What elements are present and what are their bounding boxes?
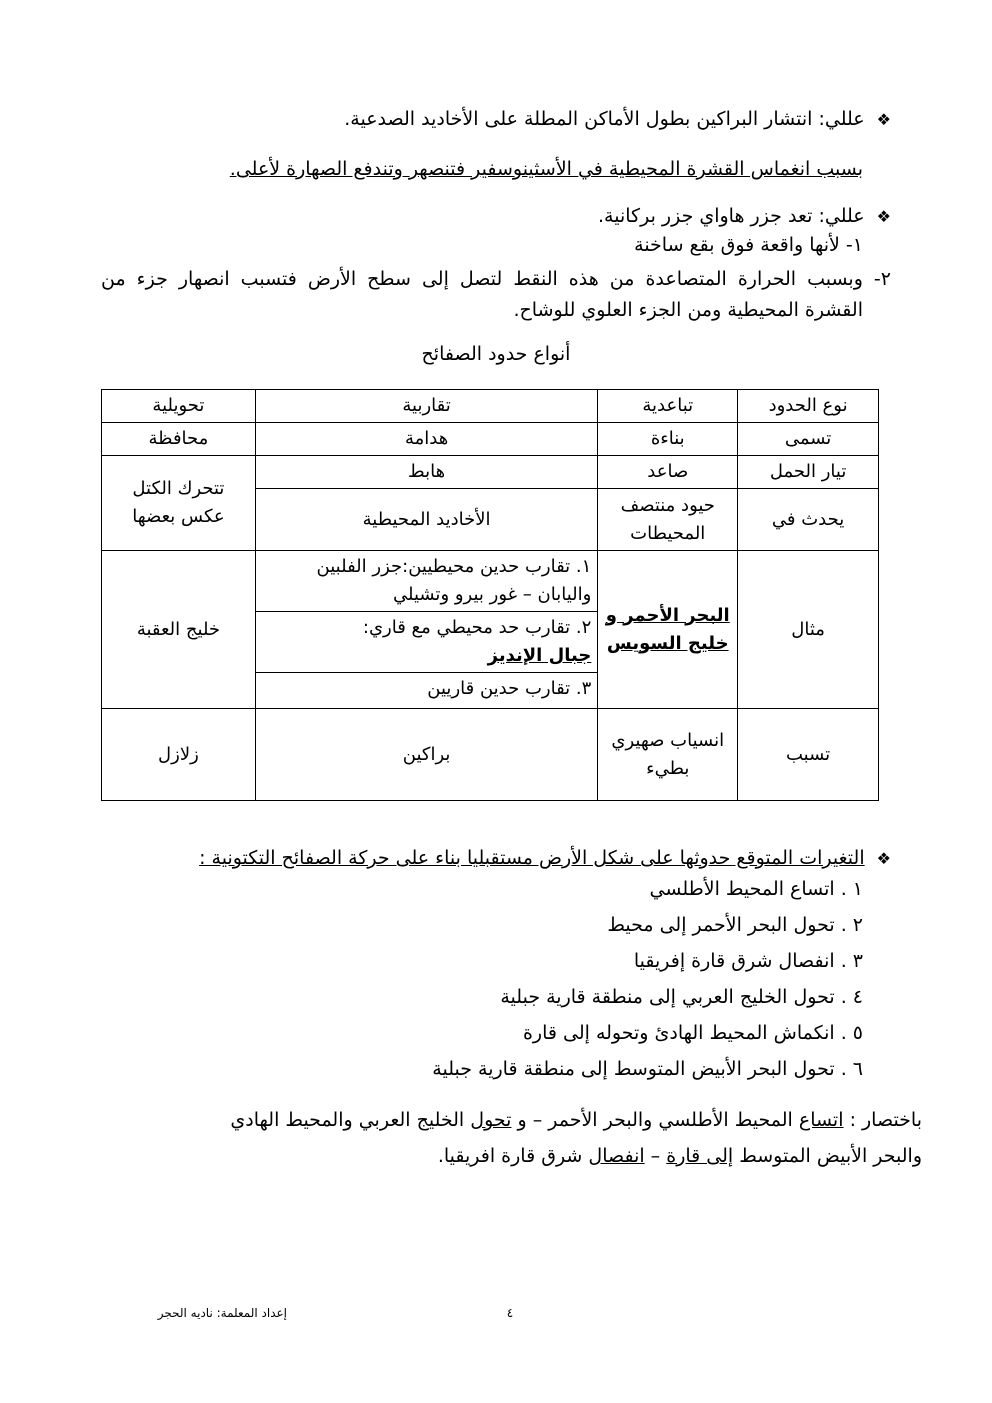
diamond-bullet-icon: ❖ [876,849,891,868]
list-item: ٣ . انفصال شرق قارة إفريقيا [633,950,863,972]
footer-author: إعداد المعلمة: ناديه الحجر [157,1306,287,1320]
cell-causes-convergent: براكين [255,709,597,801]
cell-occurs-convergent: الأخاديد المحيطية [255,489,597,551]
summary-lead: باختصار : [849,1109,922,1131]
list-item: ١ . اتساع المحيط الأطلسي [649,878,863,900]
changes-heading [199,845,891,872]
diamond-bullet-icon: ❖ [876,110,891,129]
question-2 [598,203,891,230]
changes-list [432,876,863,1092]
answer-1: بسبب انغماس القشرة المحيطية في الأسثينوسفير فتنصهر وتندفع الصهارة لأعلى. [229,158,863,180]
cell-naming-transform: محافظة [102,423,256,456]
diamond-bullet-icon: ❖ [876,207,891,226]
question-text: تعد جزر هاواي جزر بركانية. [598,205,813,227]
cell-causes-divergent: انسياب صهيري بطيء [598,709,738,801]
question-prefix: عللي: [818,205,865,227]
cell-current-divergent: صاعد [598,456,738,489]
cell-causes-transform: زلازل [102,709,256,801]
table-row [102,390,879,423]
question-1 [344,106,891,133]
header-transform: تحويلية [102,390,256,423]
row-label-occurs: يحدث في [738,489,879,551]
cell-example-convergent [255,551,597,709]
cell-occurs-divergent: حيود منتصف المحيطات [598,489,738,551]
convergent-example-2 [256,612,597,673]
answer-2-item-2-line-1: ٢- وبسبب الحرارة المتصاعدة من هذه النقط لتصل إلى سطح الأرض فتسبب انصهار جزء من [101,268,891,290]
table-row [102,423,879,456]
answer-2-item-2-line-2: القشرة المحيطية ومن الجزء العلوي للوشاح. [513,299,863,321]
plate-boundaries-table [101,389,879,801]
summary-keyword-expand: اتساع [798,1109,844,1131]
convergent-example-2-bold: جبال الإنديز [487,645,592,666]
question-prefix: عللي: [818,108,865,130]
summary-text: والبحر الأبيض المتوسط [733,1145,922,1167]
list-item: ٥ . انكماش المحيط الهادئ وتحوله إلى قارة [522,1022,863,1044]
header-boundary-type: نوع الحدود [738,390,879,423]
summary-keyword-transform: تحول [470,1109,512,1131]
row-label-example: مثال [738,551,879,709]
summary-text: – [644,1145,667,1167]
cell-naming-convergent: هدامة [255,423,597,456]
cell-current-convergent: هابط [255,456,597,489]
row-label-causes: تسبب [738,709,879,801]
cell-naming-divergent: بناءة [598,423,738,456]
table-row [102,551,879,709]
summary-keyword-separation: انفصال [588,1145,645,1167]
convergent-example-1: ١. تقارب حدين محيطيين:جزر الفلبين واليابان – غور بيرو وتشيلي [256,551,597,612]
list-item: ٤ . تحول الخليج العربي إلى منطقة قارية جبلية [500,986,863,1008]
convergent-example-3: ٣. تقارب حدين قاريين [427,678,592,699]
header-convergent: تقاربية [255,390,597,423]
list-item: ٦ . تحول البحر الأبيض المتوسط إلى منطقة قارية جبلية [432,1058,863,1080]
list-item: ٢ . تحول البحر الأحمر إلى محيط [607,914,863,936]
page-number: ٤ [506,1306,514,1320]
cell-transform-motion: تتحرك الكتل عكس بعضها [102,456,256,551]
header-divergent: تباعدية [598,390,738,423]
table-row [102,709,879,801]
row-label-naming: تسمى [738,423,879,456]
convergent-example-2-text: ٢. تقارب حد محيطي مع قاري: [362,617,592,638]
row-label-current: تيار الحمل [738,456,879,489]
summary-text: الخليج العربي والمحيط الهادي [230,1109,471,1131]
answer-2-item-1: ١- لأنها واقعة فوق بقع ساخنة [634,234,863,256]
changes-title: التغيرات المتوقع حدوثها على شكل الأرض مستقبليا بناء على حركة الصفائح التكتونية : [199,847,865,869]
cell-example-divergent: البحر الأحمر و خليج السويس [598,551,738,709]
table-row [102,456,879,489]
summary-line-2 [438,1143,922,1169]
cell-example-transform: خليج العقبة [102,551,256,709]
table-title: أنواع حدود الصفائح [421,343,571,365]
summary-text: المحيط الأطلسي والبحر الأحمر – و [511,1109,799,1131]
summary-line-1 [230,1107,922,1133]
question-text: انتشار البراكين بطول الأماكن المطلة على الأخاديد الصدعية. [344,108,813,130]
summary-text: شرق قارة افريقيا. [437,1145,589,1167]
summary-keyword-to-continent: إلى قارة [666,1145,734,1167]
